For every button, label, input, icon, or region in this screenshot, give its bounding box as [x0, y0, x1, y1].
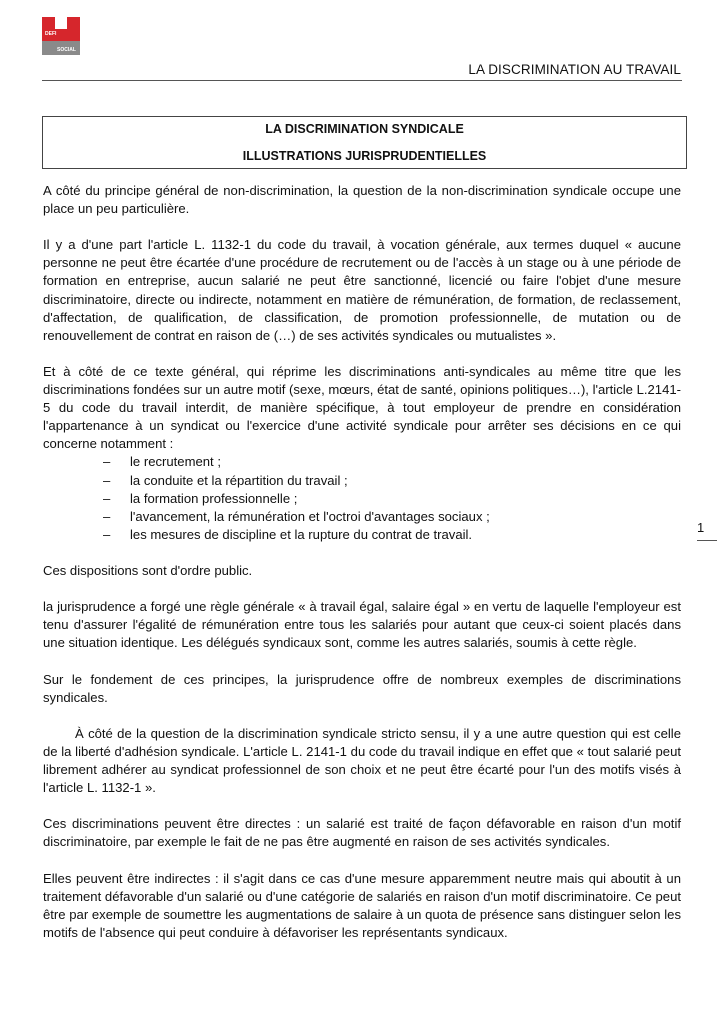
section-title-box — [42, 116, 687, 169]
list-item: – l'avancement, la rémunération et l'octroi d'avantages sociaux ; — [103, 508, 681, 526]
page-number-rule — [697, 540, 717, 541]
list-item: – la conduite et la répartition du travail ; — [103, 472, 681, 490]
list-item: – la formation professionnelle ; — [103, 490, 681, 508]
section-title: LA DISCRIMINATION SYNDICALE — [265, 122, 464, 136]
paragraph-ordre-public: Ces dispositions sont d'ordre public. — [43, 562, 253, 578]
section-subtitle: ILLUSTRATIONS JURISPRUDENTIELLES — [242, 149, 487, 163]
logo-text-defi: DEFI — [45, 31, 57, 37]
list-item: – les mesures de discipline et la rupture du contrat de travail. — [103, 526, 681, 544]
paragraph-liberte-adhesion: À côté de la question de la discrimination syndicale stricto sensu, il y a une autre question qui est celle de la liberté d'adhésion syndicale. L'article L. 2141-1 du code du travail indique en effet que « tout salarié peut librement adhérer au syndicat professionnel de son choix et ne peut être écarté pour l'un des motifs visés à l'article L. 1132-1 ». — [43, 725, 681, 796]
document-body — [43, 182, 681, 960]
defi-social-logo — [42, 17, 80, 55]
paragraph-article-l1132-1: Il y a d'une part l'article L. 1132-1 du code du travail, à vocation générale, aux termes duquel « aucune personne ne peut être écartée d'une procédure de recrutement ou de l'accès à un stage ou à une période de formation en entreprise, aucun salarié ne peut être sanctionné, licencié ou faire l'objet d'une mesure discriminatoire, directe ou indirecte, notamment en matière de rémunération, de formation, de reclassement, d'affectation, de qualification, de classification, de promotion professionnelle, de mutation ou de renouvellement de contrat en raison de (…) de ses activités syndicales ou mutualistes ». — [43, 237, 681, 343]
header-divider — [42, 80, 682, 81]
paragraph-discriminations-indirectes: Elles peuvent être indirectes : il s'agit dans ce cas d'une mesure apparemment neutre mais qui aboutit à un traitement défavorable d'un salarié ou d'une catégorie de salariés en raison d'un motif discriminatoire. Ce peut être par exemple de soumettre les augmentations de salaire à un quota de présence sans distinguer selon les motifs de l'absence qui peut conduire à défavoriser les représentants syndicaux. — [43, 870, 681, 940]
paragraph-discriminations-directes: Ces discriminations peuvent être directes : un salarié est traité de façon défavorable en raison d'un motif discriminatoire, par exemple le fait de ne pas être augmenté en raison de ses activités syndicales. — [43, 816, 681, 850]
paragraph-intro: A côté du principe général de non-discrimination, la question de la non-discrimination syndicale occupe une place un peu particulière. — [43, 183, 681, 217]
logo-text-social: SOCIAL — [57, 47, 76, 53]
list-item: – le recrutement ; — [103, 453, 681, 471]
decision-list — [43, 453, 681, 543]
paragraph-article-l2141-5: Et à côté de ce texte général, qui réprime les discriminations anti-syndicales au même titre que les discriminations fondées sur un autre motif (sexe, mœurs, état de santé, opinions politiques…), l'article L.2141-5 du code du travail interdit, de manière spécifique, à tout employeur de prendre en considération l'appartenance à un syndicat ou l'exercice d'une activité syndicale pour arrêter ses décisions en ce qui concerne notamment : — [43, 363, 681, 452]
paragraph-jurisprudence: Sur le fondement de ces principes, la jurisprudence offre de nombreux exemples de discriminations syndicales. — [43, 671, 681, 705]
page-number: 1 — [697, 520, 705, 535]
paragraph-travail-egal: la jurisprudence a forgé une règle générale « à travail égal, salaire égal » en vertu de laquelle l'employeur est tenu d'assurer l'égalité de rémunération entre tous les salariés pour autant que ceux-ci soient placés dans une situation identique. Les délégués syndicaux sont, comme les autres salariés, soumis à cette règle. — [43, 599, 681, 651]
running-header-title: LA DISCRIMINATION AU TRAVAIL — [468, 62, 681, 77]
